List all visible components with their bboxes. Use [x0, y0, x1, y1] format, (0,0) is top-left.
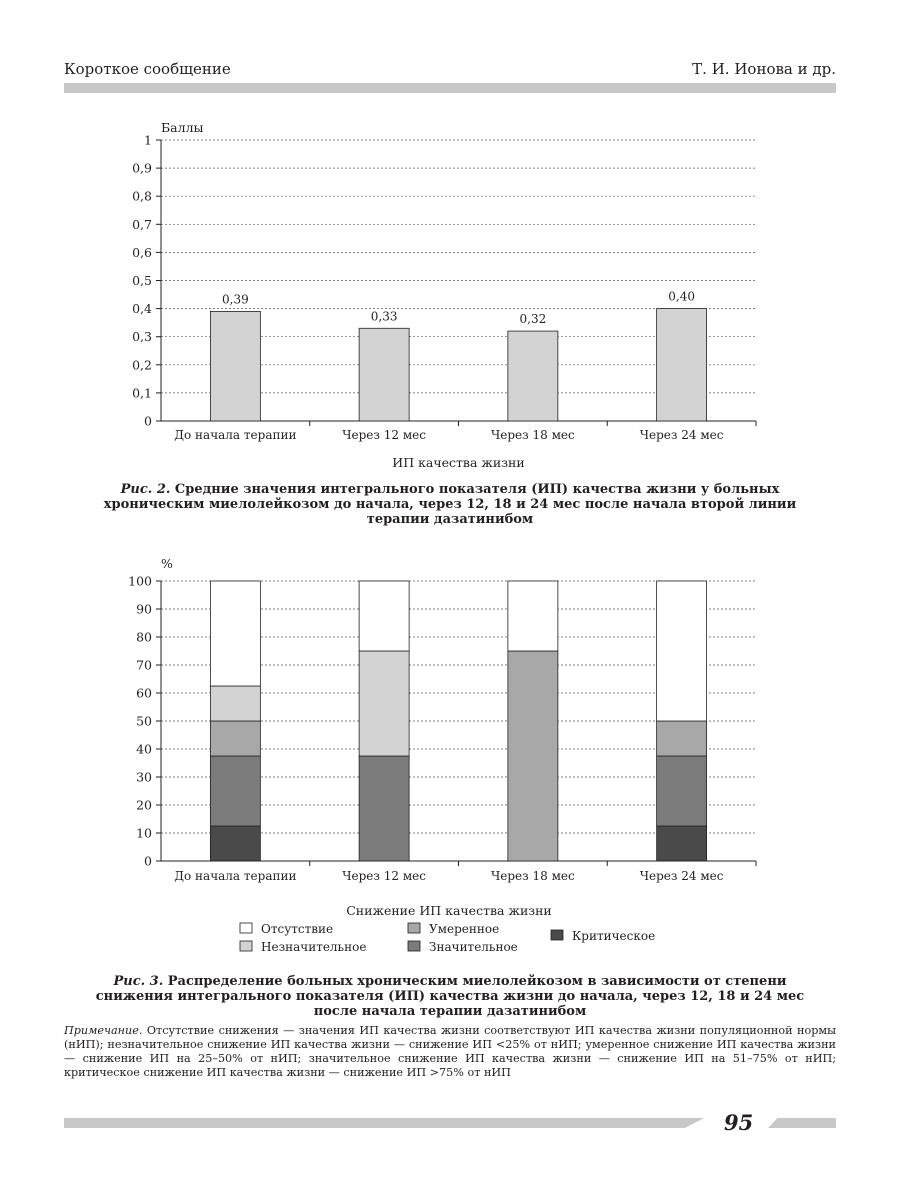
y-tick-label: 10: [136, 825, 152, 841]
y-tick-label: 100: [128, 573, 152, 589]
y-tick-label: 0,4: [132, 301, 152, 317]
legend-label: Умеренное: [429, 922, 500, 936]
figure-2-caption-text: Средние значения интегрального показателя (ИП) качества жизни у больных хроническим миелолейкозом до начала, через 12, 18 и 24 мес после начала второй линии терапии дазатинибом: [103, 482, 797, 527]
bar-segment: [359, 651, 409, 756]
y-axis-label: Баллы: [161, 120, 204, 135]
bar-value-label: 0,33: [370, 309, 398, 324]
bar-segment: [657, 756, 707, 826]
y-tick-label: 20: [136, 797, 152, 813]
x-tick-label: Через 24 мес: [639, 428, 724, 442]
y-tick-label: 0,1: [132, 385, 152, 401]
bar-segment: [210, 686, 260, 721]
bar: [359, 328, 409, 421]
bar: [210, 311, 260, 421]
bar-value-label: 0,40: [668, 289, 695, 304]
header-rule: [64, 83, 836, 93]
y-tick-label: 0: [144, 413, 152, 429]
legend-swatch: [240, 941, 252, 951]
y-axis-label: %: [161, 556, 173, 571]
x-tick-label: Через 12 мес: [342, 869, 427, 883]
y-tick-label: 90: [136, 601, 152, 617]
legend-label: Незначительное: [261, 940, 367, 954]
y-tick-label: 40: [136, 741, 152, 757]
legend-swatch: [408, 941, 420, 951]
x-tick-label: Через 18 мес: [490, 869, 575, 883]
bar-value-label: 0,39: [222, 292, 249, 307]
figure-3-caption-label: Рис. 3.: [113, 974, 164, 989]
legend-swatch: [240, 923, 252, 933]
y-tick-label: 0,3: [132, 329, 152, 345]
y-tick-label: 0,6: [132, 244, 152, 260]
figure-2-caption-label: Рис. 2.: [120, 482, 171, 497]
x-tick-label: До начала терапии: [174, 869, 297, 883]
x-tick-label: Через 12 мес: [342, 428, 427, 442]
bar-segment: [359, 581, 409, 651]
legend-label: Отсутствие: [261, 922, 334, 936]
y-tick-label: 50: [136, 713, 152, 729]
bar: [508, 331, 558, 421]
bar: [657, 309, 707, 421]
y-tick-label: 30: [136, 769, 152, 785]
running-header-section: Короткое сообщение: [64, 60, 231, 78]
y-tick-label: 0,8: [132, 188, 152, 204]
x-axis-label: ИП качества жизни: [392, 455, 525, 470]
figure-note: [64, 1024, 836, 1080]
bar-segment: [210, 581, 260, 686]
bar-value-label: 0,32: [519, 312, 547, 327]
bar-segment: [657, 826, 707, 861]
y-tick-label: 80: [136, 629, 152, 645]
legend-label: Критическое: [572, 929, 656, 943]
figure-3-caption-text: Распределение больных хроническим миелолейкозом в зависимости от степени снижения интегрального показателя (ИП) качества жизни до начала, через 12, 18 и 24 мес после начала терапии дазатинибом: [95, 974, 805, 1019]
y-tick-label: 0,5: [132, 273, 152, 288]
page-number: 95: [724, 1110, 754, 1135]
legend-swatch: [408, 923, 420, 933]
figure-2-caption: [80, 482, 820, 527]
y-tick-label: 70: [136, 657, 152, 673]
bar-segment: [657, 581, 707, 721]
legend-swatch: [551, 930, 563, 940]
bar-segment: [508, 651, 558, 861]
figure-note-label: Примечание.: [64, 1024, 143, 1037]
y-tick-label: 1: [144, 132, 152, 148]
y-tick-label: 0,9: [132, 160, 152, 176]
x-tick-label: До начала терапии: [174, 428, 297, 442]
running-header-authors: Т. И. Ионова и др.: [692, 60, 836, 78]
bar-segment: [657, 721, 707, 756]
x-axis-label: Снижение ИП качества жизни: [346, 903, 552, 918]
x-tick-label: Через 18 мес: [490, 428, 575, 442]
figure-3-caption: [80, 974, 820, 1019]
bar-segment: [508, 581, 558, 651]
y-tick-label: 0: [144, 853, 152, 869]
footer-rule-right: [768, 1118, 836, 1128]
y-tick-label: 0,2: [132, 357, 152, 373]
bar-segment: [210, 721, 260, 756]
bar-segment: [359, 756, 409, 861]
figure-3-stacked-bar-chart: [0, 550, 900, 970]
bar-segment: [210, 756, 260, 826]
y-tick-label: 0,7: [132, 216, 152, 232]
figure-note-text: Отсутствие снижения — значения ИП качества жизни соответствуют ИП качества жизни популяционной нормы (нИП); незначительное снижение ИП качества жизни — снижение ИП <25% от нИП; умеренное снижение ИП качества жизни — снижение ИП на 25–50% от нИП; значительное снижение ИП качества жизни — снижение ИП на 51–75% от нИП; критическое снижение ИП качества жизни — снижение ИП >75% от нИП: [64, 1024, 836, 1079]
bar-segment: [210, 826, 260, 861]
footer-rule-left: [64, 1118, 704, 1128]
legend-label: Значительное: [429, 940, 518, 954]
x-tick-label: Через 24 мес: [639, 869, 724, 883]
y-tick-label: 60: [136, 685, 152, 701]
